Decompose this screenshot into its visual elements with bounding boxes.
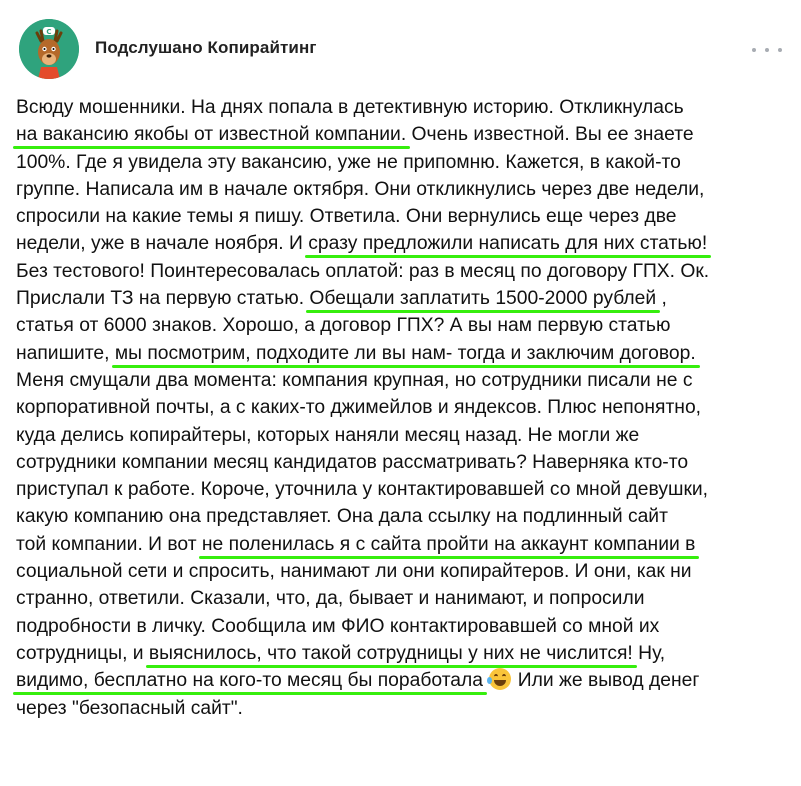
text-segment: Всюду мошенники. На днях попала в детективную историю. Откликнулась xyxy=(16,97,684,118)
text-segment: Без тестового! Поинтересовалась оплатой: раз в месяц по договору ГПХ. Ок. xyxy=(16,260,710,282)
post-line xyxy=(16,394,788,421)
post-text xyxy=(16,94,788,722)
post-line xyxy=(16,422,788,449)
post-line xyxy=(16,695,788,722)
text-segment: той компании. И вот xyxy=(16,533,202,555)
highlighted-phrase: сразу предложили написать для них статью! xyxy=(308,233,708,255)
text-segment: спросили на какие темы я пишу. Ответила. Они вернулись еще через две xyxy=(16,206,677,228)
group-avatar[interactable] xyxy=(19,19,79,79)
text-segment: статья от 6000 знаков. Хорошо, а договор ГПХ? А вы нам первую статью xyxy=(16,315,671,337)
text-segment: Ну, xyxy=(632,642,666,664)
post-line xyxy=(16,176,788,203)
text-segment: сотрудницы, и xyxy=(16,642,149,664)
post-line xyxy=(16,94,788,121)
post-line xyxy=(16,640,788,667)
text-segment: 100%. Где я увидела эту вакансию, уже не припомню. Кажется, в какой-то xyxy=(16,151,681,173)
text-segment: приступал к работе. Короче, уточнила у контактировавшей со мной девушки, xyxy=(16,479,709,501)
text-segment: группе. Написала им в начале октября. Они откликнулись через две недели, xyxy=(16,178,705,200)
post-line xyxy=(16,531,788,558)
highlighted-phrase: выяснилось, что такой сотрудницы у них не числится! xyxy=(148,642,633,664)
post-line xyxy=(16,476,788,503)
post-line xyxy=(16,585,788,612)
post-line xyxy=(16,258,788,285)
post-line xyxy=(16,667,788,694)
text-segment: Меня смущали два момента: компания крупная, но сотрудники писали не с xyxy=(16,369,693,391)
post-line xyxy=(16,558,788,585)
highlighted-phrase: на вакансию якобы от известной компании. xyxy=(16,124,407,146)
text-segment: странно, ответили. Сказали, что, да, бывает и нанимают, и попросили xyxy=(16,588,645,610)
text-segment: , xyxy=(656,288,667,310)
post-line xyxy=(16,203,788,230)
post-line xyxy=(16,340,788,367)
post-line xyxy=(16,449,788,476)
post-line xyxy=(16,149,788,176)
highlighted-phrase: мы посмотрим, подходите ли вы нам- тогда и заключим договор. xyxy=(114,342,696,364)
text-segment: сотрудники компании месяц кандидатов рассматривать? Наверняка кто-то xyxy=(16,451,689,473)
text-segment: корпоративной почты, а с каких-то джимейлов и яндексов. Плюс непонятно, xyxy=(16,397,702,419)
highlighted-phrase: Обещали заплатить 1500-2000 рублей xyxy=(309,288,657,310)
text-segment: Или же вывод денег xyxy=(512,670,700,692)
post-line xyxy=(16,613,788,640)
post-line xyxy=(16,312,788,339)
rofl-emoji-icon xyxy=(489,668,511,690)
text-segment: куда делись копирайтеры, которых наняли месяц назад. Не могли же xyxy=(16,424,640,446)
text-segment: напишите, xyxy=(16,342,115,364)
text-segment: какую компанию она представляет. Она дала ссылку на подлинный сайт xyxy=(16,506,668,528)
post-line xyxy=(16,121,788,148)
post-line xyxy=(16,230,788,257)
deer-mascot-icon xyxy=(19,19,79,79)
post-line xyxy=(16,367,788,394)
svg-text:C: C xyxy=(46,28,52,36)
text-segment: Очень известной. Вы ее знаете xyxy=(406,124,694,146)
post-header xyxy=(0,0,801,96)
text-segment: подробности в личку. Сообщила им ФИО контактировавшей со мной их xyxy=(16,615,660,637)
text-segment: Прислали ТЗ на первую статью. xyxy=(16,288,310,310)
post-line xyxy=(16,503,788,530)
highlighted-phrase: не поленилась я с сайта пройти на аккаунт компании в xyxy=(201,533,696,555)
text-segment: социальной сети и спросить, нанимают ли они копирайтеров. И они, как ни xyxy=(16,561,692,583)
text-segment: через "безопасный сайт". xyxy=(16,697,243,719)
group-name[interactable]: Подслушано Копирайтинг xyxy=(95,38,317,57)
highlighted-phrase: видимо, бесплатно на кого-то месяц бы поработала xyxy=(16,670,484,692)
more-dots-icon[interactable] xyxy=(752,40,782,60)
text-segment: недели, уже в начале ноября. И xyxy=(16,233,309,255)
post-line xyxy=(16,285,788,312)
